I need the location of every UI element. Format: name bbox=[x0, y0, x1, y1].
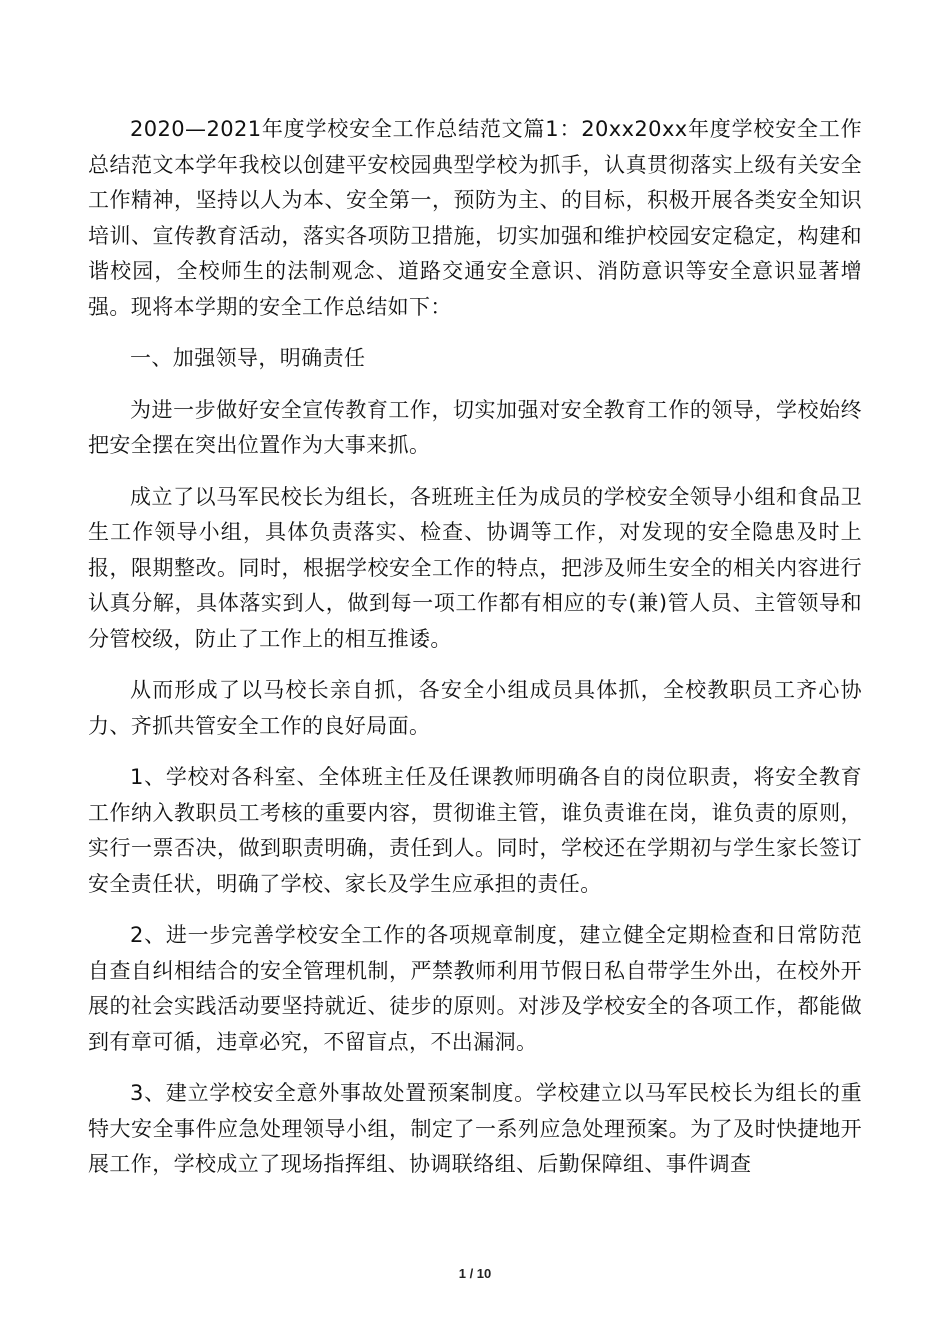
body-paragraph: 为进一步做好安全宣传教育工作，切实加强对安全教育工作的领导，学校始终把安全摆在突出位置作为大事来抓。 bbox=[88, 397, 862, 457]
list-paragraph-1: 1、学校对各科室、全体班主任及任课教师明确各自的岗位职责，将安全教育工作纳入教职员工考核的重要内容，贯彻谁主管，谁负责谁在岗，谁负责的原则，实行一票否决，做到职责明确，责任到人。同时，学校还在学期初与学生家长签订安全责任状，明确了学校、家长及学生应承担的责任。 bbox=[88, 765, 862, 896]
section-heading: 一、加强领导，明确责任 bbox=[130, 346, 366, 370]
list-paragraph-3: 3、建立学校安全意外事故处置预案制度。学校建立以马军民校长为组长的重特大安全事件应急处理领导小组，制定了一系列应急处理预案。为了及时快捷地开展工作，学校成立了现场指挥组、协调联络组、后勤保障组、事件调查 bbox=[88, 1081, 862, 1176]
list-paragraph-2: 2、进一步完善学校安全工作的各项规章制度，建立健全定期检查和日常防范自查自纠相结合的安全管理机制，严禁教师利用节假日私自带学生外出，在校外开展的社会实践活动要坚持就近、徒步的原则。对涉及学校安全的各项工作，都能做到有章可循，违章必究，不留盲点，不出漏洞。 bbox=[88, 923, 862, 1054]
body-paragraph: 成立了以马军民校长为组长，各班班主任为成员的学校安全领导小组和食品卫生工作领导小组，具体负责落实、检查、协调等工作，对发现的安全隐患及时上报，限期整改。同时，根据学校安全工作的特点，把涉及师生安全的相关内容进行认真分解，具体落实到人，做到每一项工作都有相应的专(兼)管人员、主管领导和分管校级，防止了工作上的相互推诿。 bbox=[88, 484, 862, 651]
intro-paragraph: 2020—2021年度学校安全工作总结范文篇1：20xx20xx年度学校安全工作总结范文本学年我校以创建平安校园典型学校为抓手，认真贯彻落实上级有关安全工作精神，坚持以人为本、安全第一，预防为主、的目标，积极开展各类安全知识培训、宣传教育活动，落实各项防卫措施，切实加强和维护校园安定稳定，构建和谐校园，全校师生的法制观念、道路交通安全意识、消防意识等安全意识显著增强。现将本学期的安全工作总结如下： bbox=[88, 117, 862, 319]
document-body bbox=[88, 112, 862, 1199]
body-paragraph: 从而形成了以马校长亲自抓，各安全小组成员具体抓，全校教职员工齐心协力、齐抓共管安全工作的良好局面。 bbox=[88, 678, 862, 738]
page-number: 1 / 10 bbox=[458, 1266, 492, 1281]
